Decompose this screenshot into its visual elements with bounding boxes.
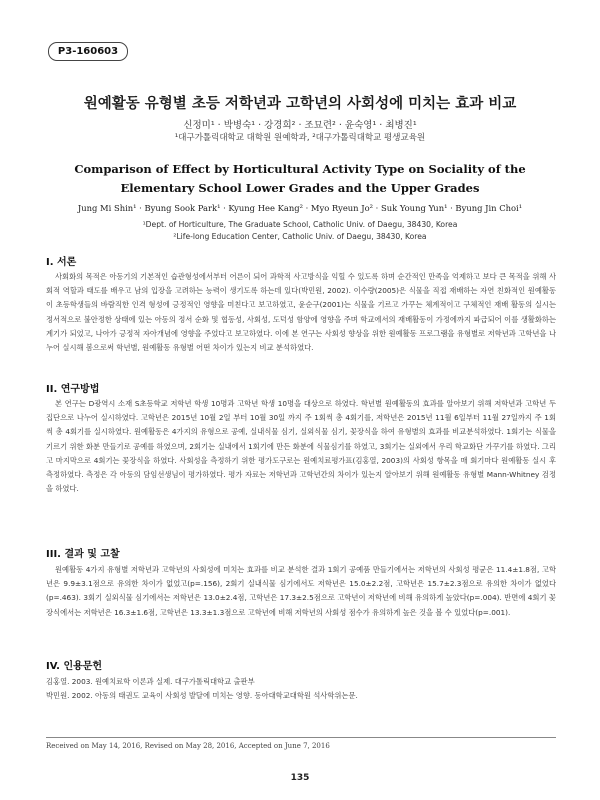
reference-item: 박민원. 2002. 아동의 태권도 교육이 사회성 발달에 미치는 영향. 동아대학교대학원 석사학위논문. [46, 690, 358, 700]
section-heading-results: III. 결과 및 고찰 [46, 549, 120, 560]
section-text-results: 원예활동 4가지 유형별 저학년과 고학년의 사회성에 미치는 효과를 비교 분석한 결과 1회기 공예품 만들기에서는 저학년의 사회성 평균은 11.4±1.8점, 고학년은 9.9±3.1점으로 유의한 차이가 없었고(p=.156), 2회기 실내식물 심기에서도 저학년은 15.0±2.2점, 고학년은 15.7±2.3점으로 유의한 차이가 없었다(p=.463). 3회기 실외식물 심기에서는 저학년은 13.0±2.4점, 고학년은 17.3±2.5점으로 고학년이 저학년에 비해 유의하게 높았다(p=.004). 반면에 4회기 꽃장식에서는 저학년은 16.3±1.6점, 고학년은 13.3±1.3점으로 고학년에 비해 저학년의 사회성 점수가 유의하게 높은 것을 볼 수 있었다(p=.001). [46, 565, 556, 617]
section-text-introduction: 사회화의 목적은 아동기의 기본적인 습관형성에서부터 어른이 되어 과학적 사고방식을 익힐 수 있도록 하며 순간적인 만족을 억제하고 보다 큰 목적을 위해 사회적 역할과 태도를 배우고 남의 입장을 고려하는 능력이 생기도록 하는데 있다(박민원, 2002). 이수량(2005)은 식물을 직접 재배하는 자연 친화적인 원예활동이 초등학생들의 바람직한 인격 형성에 긍정적인 영향을 미친다고 보고하였고, 윤순구(2001)는 식물을 기르고 가꾸는 체계적이고 구체적인 재배 활동의 실시는 정서적으로 불안정한 상태에 있는 아동의 정서 순화 및 협동성, 사회성, 도덕성 함양에 영향을 주며 학교에서의 재배활동이 가정에까지 파급되어 이를 생활화하는 계기가 되었고, 나아가 긍정적 자아개념에 영향을 주었다고 보고하였다. 이에 본 연구는 사회성 향상을 위한 원예활동 프로그램을 유형별로 저학년과 고학년을 나누어 실시해 봄으로써 학년별, 원예활동 유형별 어떤 차이가 있는지 비교 분석하였다. [46, 272, 556, 353]
reference-list [46, 675, 556, 702]
paper-title-english: Comparison of Effect by Horticultural Activity Type on Sociality of the Elementary School Lower Grades and the Upper Grades [74, 162, 526, 195]
affiliation-korean: ¹대구가톨릭대학교 대학원 원예학과, ²대구가톨릭대학교 평생교육원 [174, 133, 426, 143]
page-number: 135 [290, 773, 310, 783]
section-heading-introduction: I. 서론 [46, 257, 77, 268]
authors-english: Jung Mi Shin¹ · Byung Sook Park¹ · Kyung Hee Kang² · Myo Ryeun Jo² · Suk Young Yun¹ · Byung Jin Choi¹ [77, 203, 523, 213]
affiliation-english-1: ¹Dept. of Horticulture, The Graduate School, Catholic Univ. of Daegu, 38430, Korea [142, 220, 458, 229]
paper-id-badge: P3-160603 [48, 42, 128, 61]
section-heading-references: IV. 인용문헌 [46, 661, 103, 672]
received-dates: Received on May 14, 2016, Revised on May 28, 2016, Accepted on June 7, 2016 [46, 742, 330, 750]
section-heading-methods: II. 연구방법 [46, 384, 100, 395]
paper-title-korean: 원예활동 유형별 초등 저학년과 고학년의 사회성에 미치는 효과 비교 [83, 96, 517, 112]
footnote-divider [46, 737, 556, 738]
affiliation-english-2: ²Life-long Education Center, Catholic Univ. of Daegu, 38430, Korea [173, 232, 427, 241]
affiliation-english [0, 219, 600, 243]
authors-korean: 신정미¹ · 박병숙¹ · 강경희² · 조묘련² · 윤숙영¹ · 최병진¹ [183, 120, 417, 131]
section-text-methods: 본 연구는 D광역시 소재 S초등학교 저학년 학생 10명과 고학년 학생 10명을 대상으로 하였다. 학년별 원예활동의 효과를 알아보기 위해 저학년과 고학년 두 집단으로 나누어 실시하였다. 고학년은 2015년 10월 2일 부터 10월 30일 까지 주 1회씩 총 4회기를, 저학년은 2015년 11월 6일부터 11월 27일까지 주 1회씩 총 4회기를 실시하였다. 원예활동은 4가지의 유형으로 공예, 실내식물 심기, 실외식물 심기, 꽃장식을 하여 유형별의 효과를 비교분석하였다. 1회기는 식물을 기르기 위한 화분 만들기로 공예를 하였으며, 2회기는 실내에서 1회기에 만든 화분에 식물심기를 하였고, 3회기는 실외에서 우리 학교화단 가꾸기를 하였다. 그리고 마지막으로 4회기는 꽃장식을 하였다. 사회성을 측정하기 위한 평가도구로는 원예치료평가표(김홍열, 2003)의 사회성 항목을 매 회기마다 원예활동 실시 후 측정하였다. 측정은 각 아동의 담임선생님이 평가하였다. 평가 자료는 저학년과 고학년간의 차이가 있는지 알아보기 위해 원예활동 유형별 Mann-Whitney 검정을 하였다. [46, 399, 556, 494]
reference-item: 김홍열. 2003. 원예치료학 이론과 실제. 대구가톨릭대학교 출판부 [46, 677, 255, 686]
